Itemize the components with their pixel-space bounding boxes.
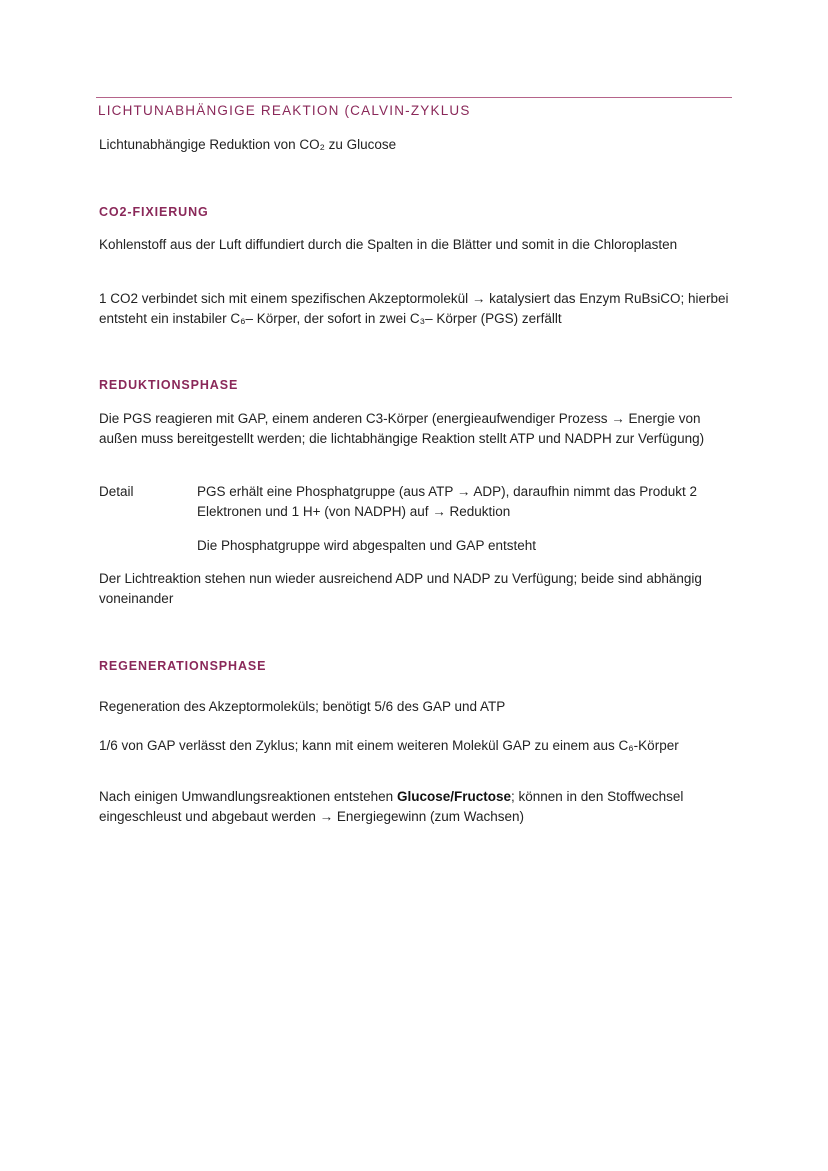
title-rule — [96, 97, 732, 98]
page-title: LICHTUNABHÄNGIGE REAKTION (CALVIN-ZYKLUS — [98, 103, 471, 118]
regeneration-text-before: Nach einigen Umwandlungsreaktionen entstehen — [99, 789, 397, 804]
reduktion-paragraph-2: Der Lichtreaktion stehen nun wieder ausreichend ADP und NADP zu Verfügung; beide sind abhängig voneinander — [99, 571, 702, 606]
co2-paragraph-1: Kohlenstoff aus der Luft diffundiert durch die Spalten in die Blätter und somit in die Chloroplasten — [99, 237, 678, 252]
glucose-fructose-bold: Glucose/Fructose — [396, 789, 511, 804]
regeneration-paragraph-3 — [99, 787, 739, 826]
reduktion-paragraph-1: Die PGS reagieren mit GAP, einem anderen C3-Körper (energieaufwendiger Prozess → Energie von außen muss bereitgestellt werden; die lichtabhängige Reaktion stellt ATP und NADPH zur Verfügung) — [99, 411, 705, 446]
detail-label: Detail — [99, 484, 134, 499]
subtitle: Lichtunabhängige Reduktion von CO₂ zu Glucose — [99, 137, 397, 152]
heading-reduktionsphase: REDUKTIONSPHASE — [99, 378, 239, 392]
detail-text-1: PGS erhält eine Phosphatgruppe (aus ATP → ADP), daraufhin nimmt das Produkt 2 Elektronen und 1 H+ (von NADPH) auf → Reduktion — [197, 484, 698, 519]
regeneration-text-after: ; können in den Stoffwechsel eingeschleust und abgebaut werden → Energiegewinn (zum Wachsen) — [99, 789, 684, 824]
heading-co2-fixierung: CO2-FIXIERUNG — [99, 205, 209, 219]
co2-paragraph-2: 1 CO2 verbindet sich mit einem spezifischen Akzeptormolekül → katalysiert das Enzym RuBsiCO; hierbei entsteht ein instabiler C₆– Körper, der sofort in zwei C₃– Körper (PGS) zerfällt — [99, 291, 729, 326]
regeneration-paragraph-1: Regeneration des Akzeptormoleküls; benötigt 5/6 des GAP und ATP — [99, 699, 506, 714]
detail-text-2: Die Phosphatgruppe wird abgespalten und GAP entsteht — [197, 538, 536, 553]
heading-regenerationsphase: REGENERATIONSPHASE — [99, 659, 267, 673]
regeneration-paragraph-2: 1/6 von GAP verlässt den Zyklus; kann mit einem weiteren Molekül GAP zu einem aus C₆-Körper — [99, 738, 679, 753]
